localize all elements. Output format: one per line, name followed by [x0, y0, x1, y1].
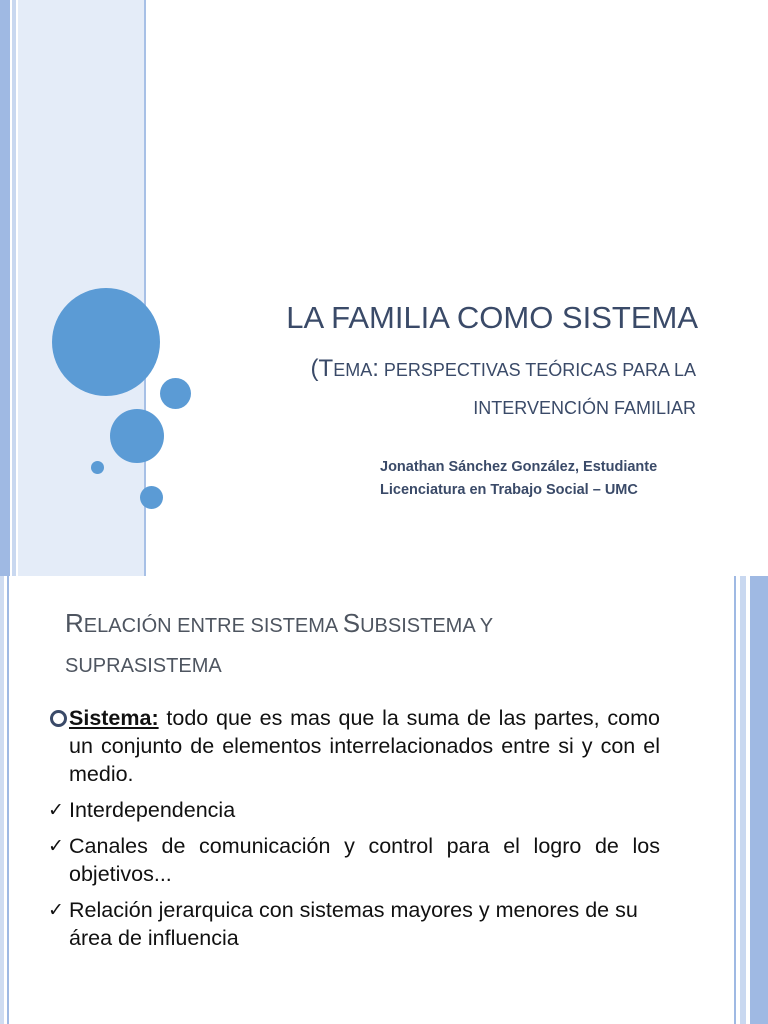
subtitle-word: EMA	[333, 360, 373, 380]
slide-title: LA FAMILIA COMO SISTEMA	[286, 300, 698, 335]
decor-stripe	[734, 576, 736, 1024]
content-slide	[0, 576, 768, 1024]
decor-panel	[18, 0, 144, 576]
title-text: UBSISTEMA Y	[360, 615, 494, 637]
author-program: Licenciatura en Trabajo Social – UMC	[380, 482, 638, 498]
author-block	[380, 456, 657, 502]
check-text: Canales de comunicación y control para el logro de los objetivos...	[69, 834, 660, 886]
subtitle-paren: (	[310, 355, 319, 382]
check-text: Interdependencia	[69, 798, 236, 822]
title-cap: R	[65, 608, 84, 638]
subtitle-line	[311, 350, 696, 389]
bullet-item	[48, 704, 660, 788]
subtitle-line-2: INTERVENCIÓN FAMILIAR	[473, 398, 696, 418]
check-item	[48, 832, 660, 888]
decor-circle	[110, 409, 164, 463]
decor-stripe	[12, 0, 16, 576]
ring-bullet-icon	[50, 710, 67, 727]
subtitle-colon: :	[372, 355, 379, 382]
decor-stripe	[0, 576, 4, 1024]
checkmark-icon: ✓	[48, 799, 64, 821]
slide-subtitle	[311, 350, 696, 427]
decor-stripe	[7, 576, 9, 1024]
decor-circle-large	[52, 288, 160, 396]
decor-circle	[91, 461, 104, 474]
decor-stripe	[750, 576, 768, 1024]
bullet-text: todo que es mas que la suma de las partes, como un conjunto de elementos interrelacionados entre si y con el medio.	[69, 706, 660, 786]
title-cap: S	[342, 608, 361, 638]
slide-title	[65, 604, 705, 687]
subtitle-cap: T	[318, 355, 334, 382]
decor-stripe	[740, 576, 746, 1024]
bullet-term: Sistema:	[69, 706, 159, 730]
check-text: Relación jerarquica con sistemas mayores y menores de su área de influencia	[69, 898, 638, 950]
checkmark-icon: ✓	[48, 835, 64, 857]
decor-circle	[140, 486, 163, 509]
subtitle-text: PERSPECTIVAS TEÓRICAS PARA LA	[383, 360, 696, 380]
decor-stripe	[0, 0, 10, 576]
author-name: Jonathan Sánchez González, Estudiante	[380, 459, 658, 475]
title-text: SUPRASISTEMA	[65, 655, 222, 677]
check-item	[48, 796, 660, 824]
slide-body	[48, 704, 660, 952]
check-item	[48, 896, 660, 952]
title-text: ELACIÓN ENTRE SISTEMA	[83, 615, 343, 637]
decor-circle	[160, 378, 191, 409]
checkmark-icon: ✓	[48, 899, 64, 921]
